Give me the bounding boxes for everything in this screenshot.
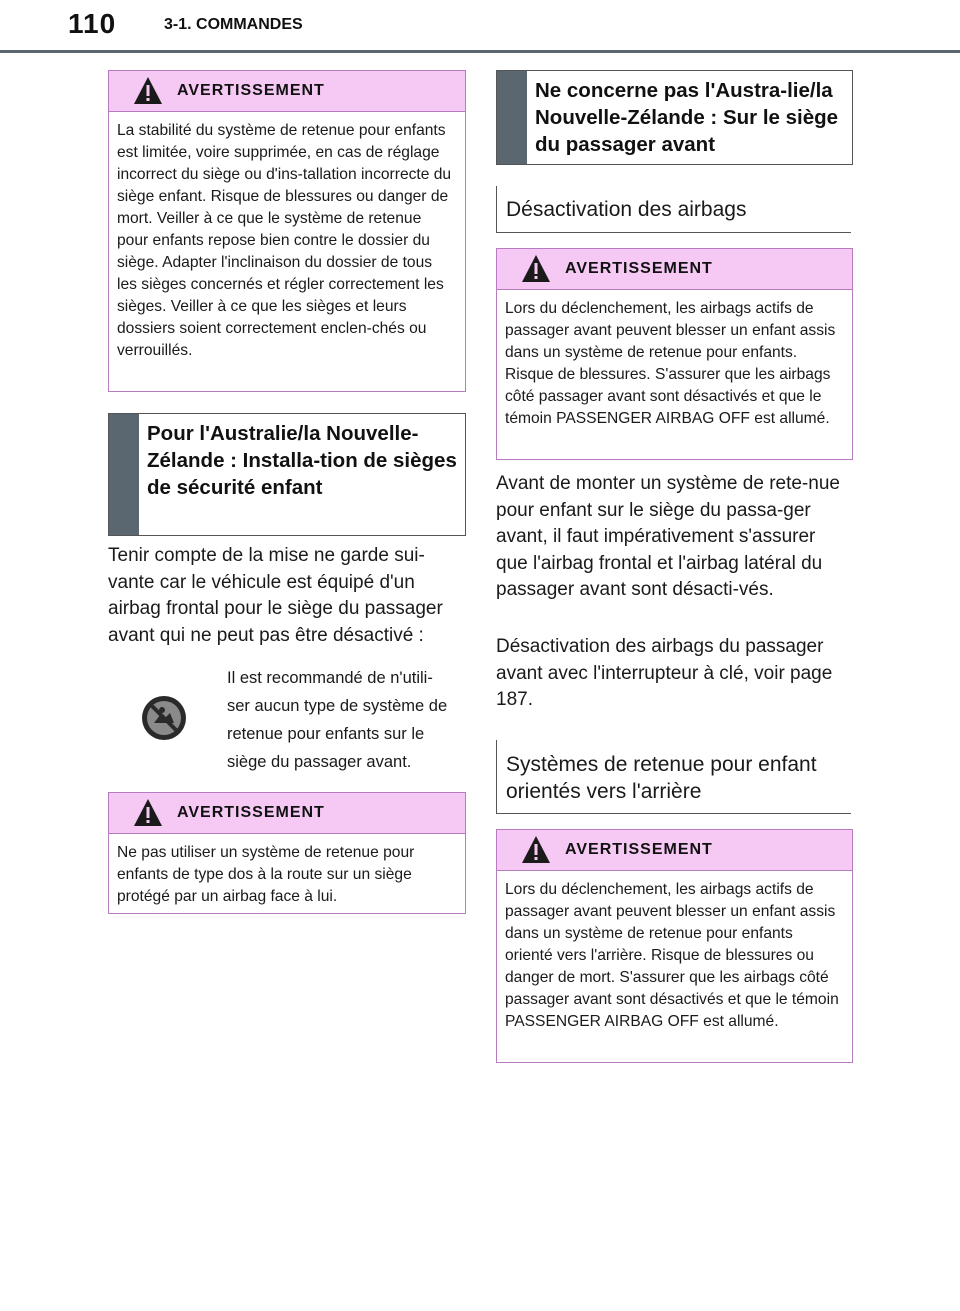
warning-body: Lors du déclenchement, les airbags actifs de passager avant peuvent blesser un enfant assis dans un système de retenue pour enfants orienté vers l'arrière. Risque de blessures ou danger de mort. S'assurer que les airbags côté passager avant sont désactivés et que le témoin PASSENGER AIRBAG OFF est allumé. xyxy=(505,881,839,1030)
minor-heading-deactivation xyxy=(496,186,851,233)
subheading-not-australia xyxy=(496,70,853,165)
warning-triangle-icon xyxy=(497,249,563,289)
warning-box-airbag-active xyxy=(496,248,853,460)
warning-header xyxy=(497,249,852,290)
warning-title: AVERTISSEMENT xyxy=(565,260,713,277)
subheading-australia xyxy=(108,413,466,536)
minor-heading-text: Systèmes de retenue pour enfant orientés vers l'arrière xyxy=(506,753,817,803)
page-header xyxy=(0,0,960,54)
subheading-text: Pour l'Australie/la Nouvelle-Zélande : Installa-tion de sièges de sécurité enfant xyxy=(147,422,457,499)
warning-title: AVERTISSEMENT xyxy=(565,841,713,858)
minor-heading-rear-facing xyxy=(496,740,851,814)
paragraph-before-mounting: Avant de monter un système de rete-nue pour enfant sur le siège du passa-ger avant, il faut impérativement s'assurer que l'airbag frontal et l'airbag latéral du passager avant sont désacti-vés. xyxy=(496,473,840,600)
section-title: 3-1. COMMANDES xyxy=(164,16,303,33)
subheading-bar xyxy=(109,414,139,535)
warning-triangle-icon xyxy=(109,71,175,111)
warning-triangle-icon xyxy=(497,830,563,870)
warning-body: Lors du déclenchement, les airbags actifs de passager avant peuvent blesser un enfant assis dans un système de retenue pour enfants. Risque de blessures. S'assurer que les airbags côté passager avant sont désactivés et que le témoin PASSENGER AIRBAG OFF est allumé. xyxy=(505,300,836,427)
warning-header xyxy=(109,71,465,112)
minor-heading-text: Désactivation des airbags xyxy=(506,198,747,221)
warning-box-rear-facing-airbag xyxy=(496,829,853,1063)
warning-triangle-icon xyxy=(109,793,175,833)
header-rule xyxy=(0,50,960,53)
warning-box-stability xyxy=(108,70,466,392)
warning-body: Ne pas utiliser un système de retenue pour enfants de type dos à la route sur un siège protégé par un airbag face à lui. xyxy=(117,844,415,905)
paragraph-airbag-warning: Tenir compte de la mise ne garde sui-vante car le véhicule est équipé d'un airbag frontal pour le siège du passager avant qui ne peut pas être désactivé : xyxy=(108,545,443,646)
page-number: 110 xyxy=(68,8,117,39)
subheading-text: Ne concerne pas l'Austra-lie/la Nouvelle-Zélande : Sur le siège du passager avant xyxy=(535,79,839,156)
paragraph-key-switch: Désactivation des airbags du passager avant avec l'interrupteur à clé, voir page 187. xyxy=(496,636,833,710)
warning-title: AVERTISSEMENT xyxy=(177,82,325,99)
subheading-bar xyxy=(497,71,527,164)
warning-title: AVERTISSEMENT xyxy=(177,804,325,821)
warning-body: La stabilité du système de retenue pour enfants est limitée, voire supprimée, en cas de réglage incorrect du siège ou d'ins-tallation incorrecte du siège enfant. Risque de blessures ou danger de mort. Veiller à ce que le système de retenue pour enfants repose bien contre le dossier du siège. Adapter l'inclinaison du dossier de tous les sièges concernés et régler correctement les sièges. Veiller à ce que les sièges et leurs dossiers soient correctement enclen-chés ou verrouillés. xyxy=(117,122,452,359)
note-text: Il est recommandé de n'utili-ser aucun type de système de retenue pour enfants sur le siège du passager avant. xyxy=(227,669,448,771)
warning-header xyxy=(109,793,465,834)
no-child-seat-icon xyxy=(140,693,188,743)
warning-box-rear-facing xyxy=(108,792,466,914)
warning-header xyxy=(497,830,852,871)
